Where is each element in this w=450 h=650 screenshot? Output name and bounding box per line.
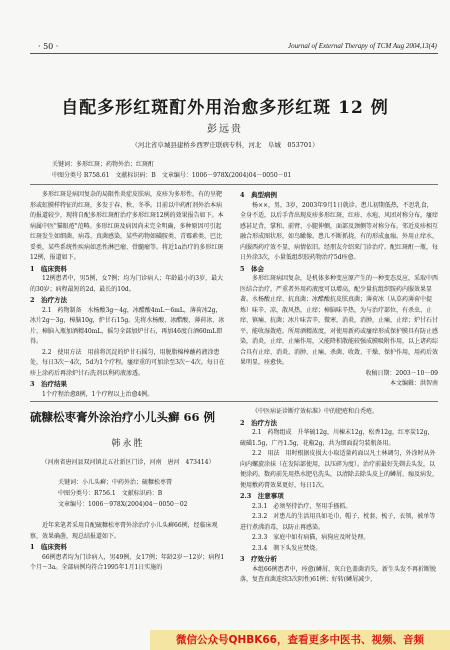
paragraph: 杨××，男，3岁，2003年9月1日就诊。患儿初期低热，不思乳食，全身不适，以后手背出现皮疹多形红斑，红疹、水疱、风团对称分布，瘙痒感甚足背，掌和、前臂、小腿伸侧，面部及颈侧等对称分布。邻近皮疹相互融合形成图状形，如鸟瞰像。患儿不断抓挠，有的形成血痂。外用止痒水，内服西药疗效不显，病情依旧。经朋友介绍来门诊治疗。配红斑酊一瓶，每日外涂3次，小量低组织胶药物治疗5d痊愈。 xyxy=(240,201,439,261)
article1-affiliation: （河北省阜城县建桥乡西罗庄联病专科，河北 阜城 053701） xyxy=(131,141,319,149)
paragraph: 2.1 药物制备 水杨酸3g～4g，冰醋酸4mL～6mL，薄荷冰2g，冰片2g～3g，樟脑10g，炉甘石15g。先将水杨酸、冰醋酸、薄荷冰、冰片、樟脑入瓶加酒精40mL，摇匀全部加炉甘石，再加46度白酒60mL即得。 xyxy=(30,306,225,345)
article1-editor: 本文编辑：洪智南 xyxy=(389,380,438,387)
paragraph: 多形红斑病因复杂，是机体多种变应原产生的一种变态反应，采取中西医结合治疗，严重者外用药液度可以增高，配少量抗组织胺药内服效果显著。水杨酸止痒、抗真菌；冰醋酸抗皮肤真菌；薄荷冰（从草药薄荷中提炼）味辛、凉，散风热，止痒；樟脑味辛热，为与治疗部位，有杀虫、止痒、镇痛、抗菌；冰片味苦辛，微寒，消炎，消肿，止痛，止痒；炉甘石甘平，能收湿敛疮。所用酒精浓度，对使用新药或瘙痒形成保护膜具有防止感染，消炎，止痒，止痛作用，又能降积散能较强成膜吸附作用，以上诸药综合具有止痒、消炎、消肿、止痛、杀菌、收敛、干燥、保护作用，用药后效果明显，痊愈快。 xyxy=(240,275,439,366)
section-heading: 5 体会 xyxy=(240,264,265,273)
section-heading: 2.3 注意事项 xyxy=(240,492,284,500)
article1-keywords: 关键词：多形红斑；药物外治；红斑酊 xyxy=(52,161,155,168)
paragraph: 66例患者均为门诊病人，男49例，女17例；年龄2岁～12岁；病程1个月～3a。全部病例均符合1995年1月1日实施的 xyxy=(30,553,225,571)
article1-received: 收稿日期：2003－10－09 xyxy=(365,369,438,377)
wechat-banner: 微信公众号QHBK66，查看更多中医书、视频、音频 xyxy=(150,630,450,650)
paragraph: 2.3.3 家庭中如有病猫，病狗应及时处理。 xyxy=(252,534,370,541)
article-separator xyxy=(30,401,438,402)
article2-title: 硫糠松枣膏外涂治疗小儿头癣 66 例 xyxy=(30,410,216,424)
article1-title: 自配多形红斑酊外用治愈多形红斑 12 例 xyxy=(61,98,389,118)
section-heading: 2 治疗方法 xyxy=(240,418,278,427)
section-heading: 1 临床资料 xyxy=(30,264,68,273)
paragraph: 本组66例患者中，痊愈(鳞屑、灰白色盖菌消失，新生头发不再折断脱落，复查真菌连续3次阴性)61例；好转(鳞屑减少， xyxy=(240,565,436,583)
paragraph: 2.1 药物组成 升华硫12g，川楝末12g，松香12g，红枣炭12g，硫磺1.5g，广丹1.5g，花椒2g，共为细面混匀装瓶备用。 xyxy=(240,429,434,447)
article1-left-column xyxy=(30,190,226,400)
paragraph: 1个疗程治愈8例，1个疗程以上治愈4例。 xyxy=(42,390,154,398)
paragraph: 2.3.4 剃下头发应焚烧。 xyxy=(252,544,322,552)
section-heading: 4 典型病例 xyxy=(240,191,278,199)
journal-name: Journal of External Therapy of TCM Aug 2004,13(4) xyxy=(288,42,437,50)
paragraph: 2.2 用法 用时根据皮损大小取适量药面以凡士林调匀，外涂时从外向内螺旋涂抹（在发际部使用，以压碎为度）。治疗前最好先剃去头发，以便涂药，数药前先用热水肥皂洗头，以清除去除头皮上的鳞屑、痂及病发，便用敷药膏效果更好，每日1次。 xyxy=(240,450,439,489)
paragraph: 近年来笔者采用自配硫糠松枣膏外涂治疗小儿头癣66例，经临床观察，效果确凿，现总结报道如下。 xyxy=(30,522,218,540)
article1-classification: 中图分类号 R758.61 文献标识码：B 文章编号：1006－978X(2004)04－0050－01 xyxy=(52,172,292,179)
article2-article-no: 文章编号：1006－978X(2004)04－0050－02 xyxy=(58,501,188,508)
paragraph: 多形红斑是病因复杂的局限性炎症皮肤病，皮疹为多形性，有的呈靶形或虹膜样特征的红斑，多发于春、秋、冬季。目前以中药酊剂外治本病的报道较少，现将自配多形红斑酊治疗多形红斑12例的效果报告如下。本病属中医"猫眼疮"范畴。多形红斑及病因尚未完全明确，多种原因可引起红斑发生如细菌、病毒、真菌感染，某些药物如磺胺类、青霉素类、巴比妥类，某些系统性疾病如恶性淋巴瘤、骨髓瘤等。将近1a治疗的多形红斑12例，报道如下。 xyxy=(30,191,224,261)
article2-right-column xyxy=(240,407,438,586)
paragraph: 12例患者中，男5例，女7例；均为门诊病人；年龄最小的3岁，最大的30岁；病程最短的2d，最长的10d。 xyxy=(30,275,224,293)
section-heading: 3 疗效分析 xyxy=(240,555,278,563)
page-number: · 50 · xyxy=(38,42,59,51)
paragraph: 2.3.2 对患儿的生活用具如毛巾，帽子，枕套，梳子，衣领，被单等进行煮沸消毒，以防止再感染。 xyxy=(240,513,436,531)
paragraph: 《中医病证诊断疗效标准》中的肥疮和白秃疮。 xyxy=(252,408,379,415)
article2-affiliation: （河南省唐河县双河镇北五社新区门诊，河南 唐河 473414） xyxy=(41,459,215,466)
article1-author: 彭远贵 xyxy=(207,124,243,135)
section-heading: 1 临床资料 xyxy=(30,543,68,551)
article2-keywords: 关键词：小儿头癣；中药外治；硫糠松枣膏 xyxy=(58,479,173,486)
article2-author: 韩永胜 xyxy=(111,439,145,449)
paragraph: 2.3.1 必须坚持治疗，坚用手搔抓。 xyxy=(252,502,352,510)
section-heading: 2 治疗方法 xyxy=(30,296,68,304)
paragraph: 2.2 使用方法 用前将沉淀的炉甘石摇匀，用脱脂棉棒蘸药液涂患处，每日3次～4次，5d为1个疗程。瘙痒重的可加涂至3次～4次。每日在疹上涂药后再涂炉甘石洗剂以利药液渗透。 xyxy=(30,348,225,377)
section-heading: 3 治疗结果 xyxy=(30,380,68,388)
article1-rule xyxy=(30,184,438,185)
article2-meta xyxy=(58,477,187,510)
header-rule xyxy=(30,53,438,54)
article2-left-column xyxy=(30,521,226,574)
article1-right-column xyxy=(240,190,438,390)
article2-classification: 中图分类号：R756.1 文献标识码：B xyxy=(58,490,163,497)
